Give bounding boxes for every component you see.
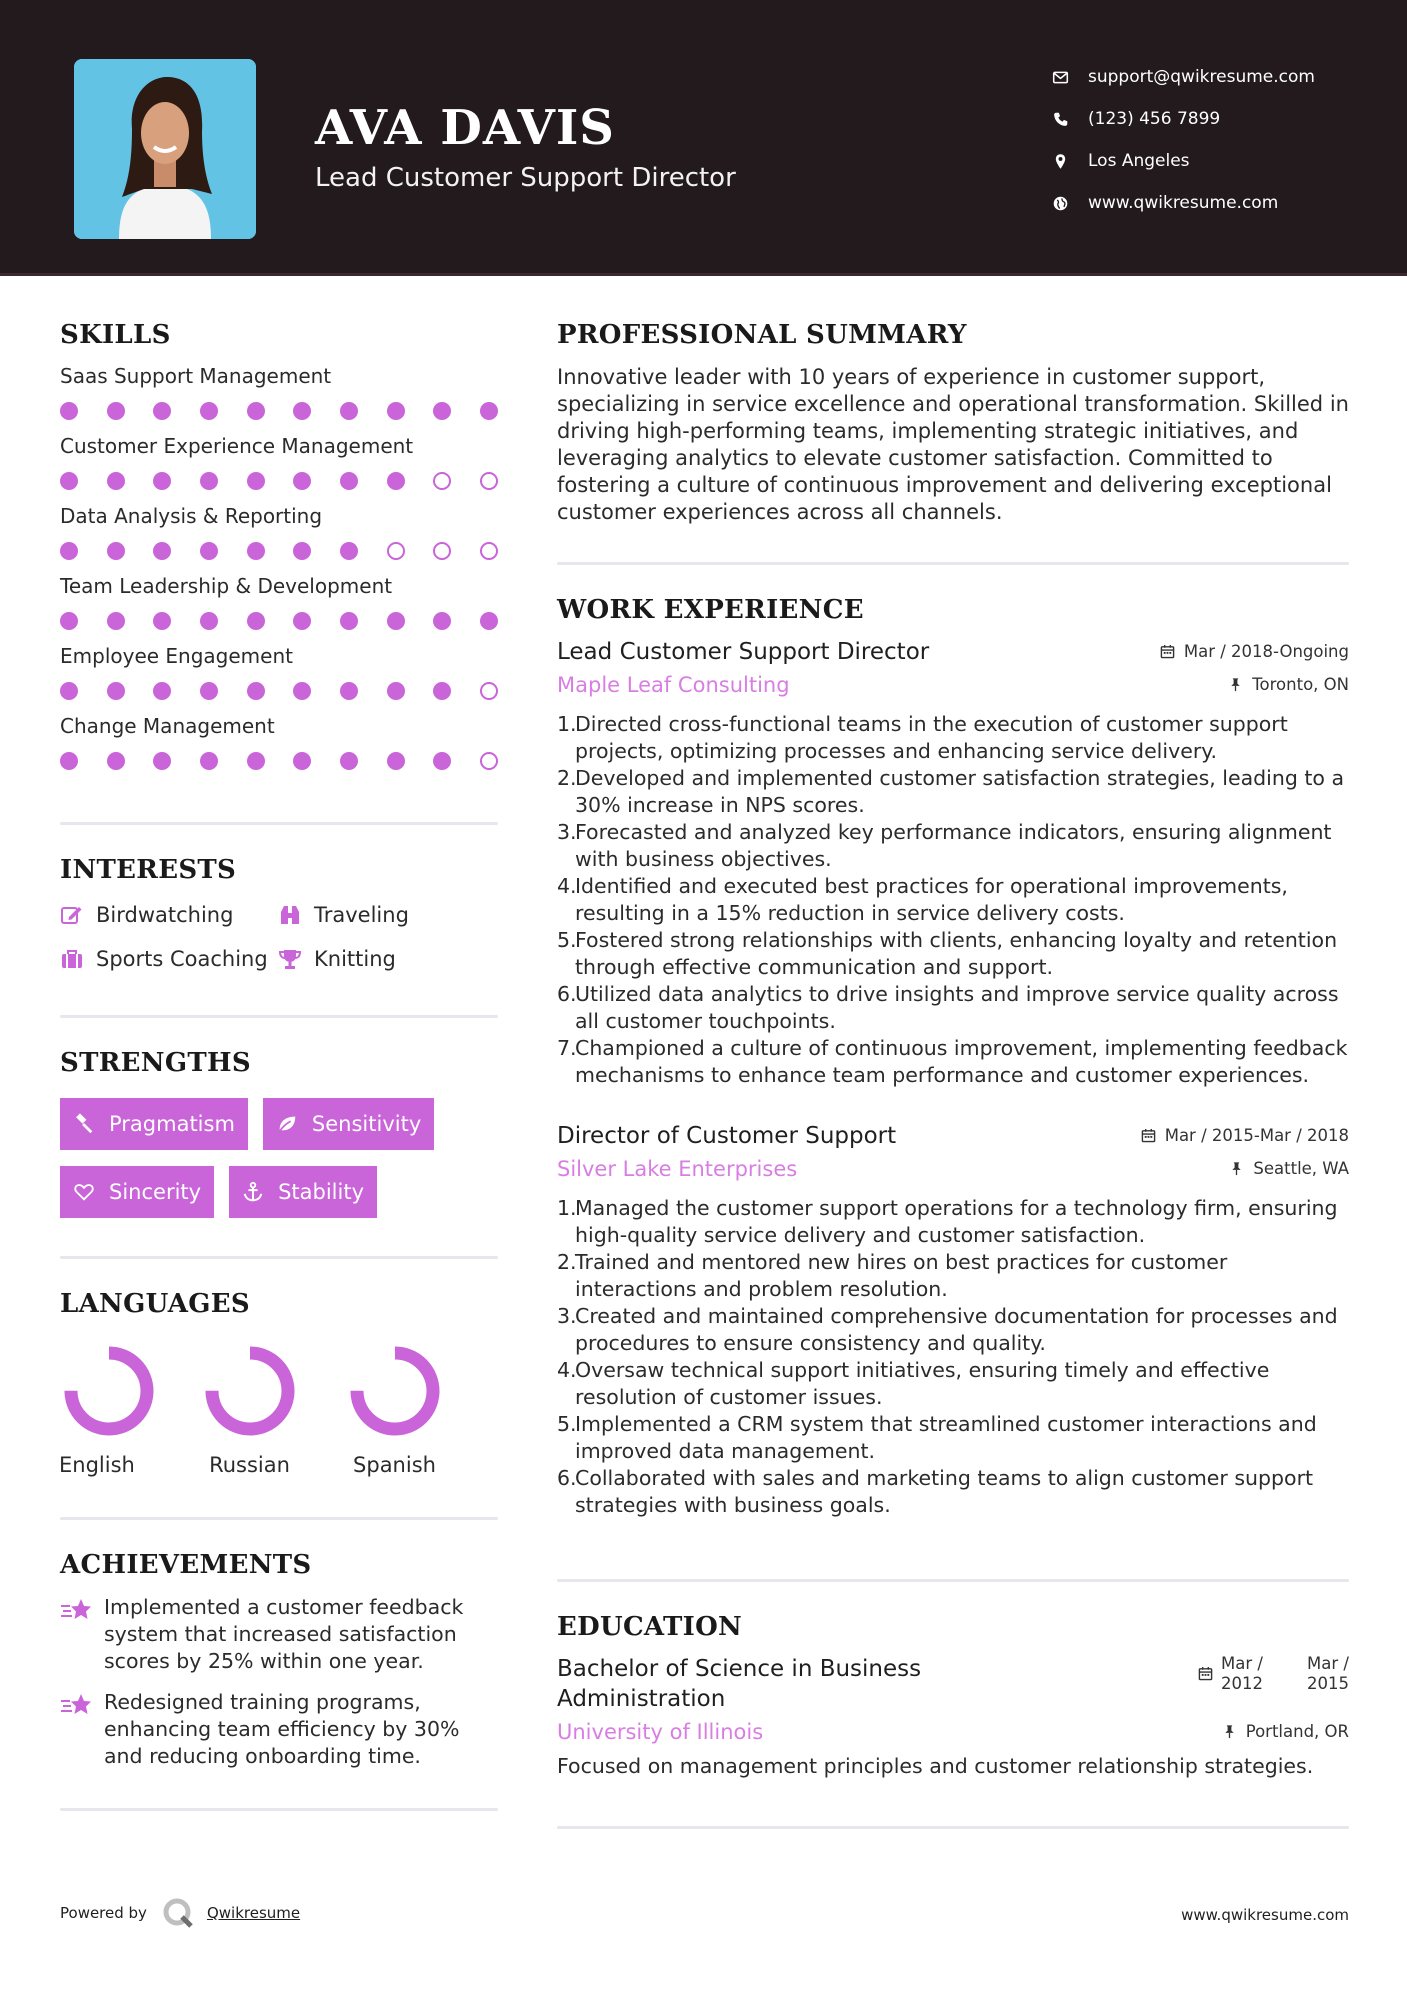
job-company: Silver Lake Enterprises [557, 1157, 798, 1181]
degree-line-1: Bachelor of Science in Business [557, 1656, 922, 1682]
bullet-number: 3. [557, 1304, 577, 1328]
interest-label: Traveling [314, 903, 409, 927]
rating-dot-filled [293, 682, 311, 700]
skill-item [60, 714, 498, 770]
section-divider [60, 1256, 498, 1259]
rating-dot-filled [200, 612, 218, 630]
bullet-number: 6. [557, 982, 577, 1006]
job-dates [1141, 1126, 1349, 1145]
bullet-number: 5. [557, 928, 577, 952]
footer-powered-by [60, 1896, 300, 1930]
language-level-arc [212, 1353, 288, 1429]
skill-rating [60, 612, 498, 630]
skill-rating [60, 472, 498, 490]
rating-dot-filled [107, 752, 125, 770]
languages-list [60, 1341, 498, 1477]
strengths-list [60, 1098, 498, 1218]
skill-item [60, 644, 498, 700]
bullet-number: 3. [557, 820, 577, 844]
interest-item [278, 947, 498, 971]
interest-label: Birdwatching [96, 903, 234, 927]
languages-heading: LANGUAGES [60, 1289, 250, 1319]
section-divider [60, 1517, 498, 1520]
candidate-name: AVA DAVIS [315, 100, 615, 156]
strength-label: Sincerity [109, 1180, 202, 1204]
achievement-text: Redesigned training programs, enhancing team efficiency by 30% and reducing onboarding time. [104, 1690, 460, 1768]
bullet-text: Utilized data analytics to drive insights and improve service quality across all customer touchpoints. [575, 982, 1339, 1033]
rating-dot-filled [293, 542, 311, 560]
globe-icon [1050, 193, 1070, 213]
calendar-icon [1160, 644, 1175, 659]
language-level-ring [59, 1341, 159, 1441]
briefcase-icon [60, 947, 86, 971]
language-name: Spanish [353, 1453, 436, 1477]
skill-item [60, 364, 498, 420]
calendar-icon [1198, 1666, 1213, 1681]
interest-item [278, 903, 498, 927]
job-title-row [557, 1123, 1349, 1149]
job-bullet [557, 711, 1349, 765]
leaf-icon [276, 1112, 300, 1136]
bullet-text: Created and maintained comprehensive documentation for processes and procedures to ensure consistency and quality. [575, 1304, 1338, 1355]
shooting-star-icon [60, 1596, 94, 1626]
rating-dot-filled [60, 612, 78, 630]
achievements-list [60, 1594, 498, 1770]
job-bullet [557, 1303, 1349, 1357]
section-divider [557, 1826, 1349, 1829]
section-divider [557, 562, 1349, 565]
rating-dot-filled [293, 752, 311, 770]
rating-dot-filled [247, 682, 265, 700]
rating-dot-filled [107, 682, 125, 700]
job-bullet [557, 1195, 1349, 1249]
rating-dot-empty [480, 472, 498, 490]
job-company-row [557, 673, 1349, 697]
rating-dot-filled [200, 472, 218, 490]
job-location [1229, 1159, 1349, 1178]
contact-phone-text: (123) 456 7899 [1088, 109, 1221, 129]
rating-dot-filled [433, 612, 451, 630]
bullet-number: 1. [557, 712, 577, 736]
pushpin-icon [1228, 677, 1243, 692]
rating-dot-filled [107, 402, 125, 420]
phone-icon [1050, 109, 1070, 129]
language-level-ring [200, 1341, 300, 1441]
interests-heading: INTERESTS [60, 855, 237, 885]
job-entry [557, 639, 1349, 1089]
rating-dot-filled [387, 612, 405, 630]
rating-dot-filled [293, 472, 311, 490]
rating-dot-filled [340, 402, 358, 420]
interest-item [60, 903, 278, 927]
rating-dot-filled [480, 402, 498, 420]
achievement-item [60, 1689, 498, 1770]
rating-dot-filled [340, 682, 358, 700]
rating-dot-filled [200, 542, 218, 560]
bullet-number: 1. [557, 1196, 577, 1220]
strength-tag [60, 1166, 214, 1218]
skill-name: Data Analysis & Reporting [60, 504, 323, 528]
rating-dot-filled [153, 752, 171, 770]
rating-dot-filled [60, 682, 78, 700]
bullet-text: Forecasted and analyzed key performance indicators, ensuring alignment with business objectives. [575, 820, 1332, 871]
strength-label: Stability [278, 1180, 365, 1204]
bullet-number: 2. [557, 1250, 577, 1274]
interest-label: Knitting [314, 947, 396, 971]
summary-text: Innovative leader with 10 years of experience in customer support, specializing in service excellence and operational transformation. Skilled in driving high-performing teams, implementing strategic initiatives, and leveraging analytics to elevate customer satisfaction. Committed to fostering a culture of continuous improvement and delivering exceptional customer experiences across all channels. [557, 365, 1349, 524]
contact-list [1050, 56, 1390, 224]
rating-dot-filled [153, 402, 171, 420]
rating-dot-filled [387, 402, 405, 420]
bullet-number: 7. [557, 1036, 577, 1060]
skill-item [60, 434, 498, 490]
footer-url[interactable]: www.qwikresume.com [1181, 1906, 1349, 1924]
rating-dot-filled [340, 752, 358, 770]
rating-dot-filled [247, 542, 265, 560]
pushpin-icon [1222, 1724, 1237, 1739]
language-name: Russian [209, 1453, 290, 1477]
education-degree [557, 1654, 921, 1714]
job-bullet [557, 765, 1349, 819]
rating-dot-filled [153, 612, 171, 630]
skill-rating [60, 542, 498, 560]
job-bullet [557, 1465, 1349, 1519]
job-title: Director of Customer Support [557, 1123, 897, 1149]
skill-name: Saas Support Management [60, 364, 332, 388]
rating-dot-empty [480, 752, 498, 770]
section-divider [60, 1015, 498, 1018]
education-start-year: 2012 [1221, 1674, 1263, 1693]
profile-photo [74, 59, 256, 239]
strength-label: Sensitivity [311, 1112, 422, 1136]
job-dates [1160, 642, 1349, 661]
job-bullet [557, 1411, 1349, 1465]
contact-location [1050, 140, 1390, 182]
job-dates-text: Mar / 2018-Ongoing [1183, 642, 1349, 661]
job-title-row [557, 639, 1349, 665]
right-column [557, 320, 1349, 1829]
section-divider [557, 1579, 1349, 1582]
rating-dot-filled [387, 472, 405, 490]
job-bullet [557, 1357, 1349, 1411]
interests-list [60, 903, 498, 971]
rating-dot-filled [153, 542, 171, 560]
section-divider [60, 822, 498, 825]
strength-tag [60, 1098, 248, 1150]
job-entry [557, 1123, 1349, 1519]
education-entry [557, 1654, 1349, 1714]
bullet-number: 5. [557, 1412, 577, 1436]
education-start [1221, 1654, 1263, 1694]
skills-list [60, 364, 498, 770]
rating-dot-filled [107, 472, 125, 490]
language-level-ring [345, 1341, 445, 1441]
achievement-item [60, 1594, 498, 1675]
language-level-arc [357, 1353, 433, 1429]
strength-tag [263, 1098, 434, 1150]
rating-dot-filled [107, 542, 125, 560]
language-item [59, 1341, 177, 1477]
interest-item [60, 947, 278, 971]
experience-heading: WORK EXPERIENCE [557, 595, 864, 625]
rating-dot-filled [247, 752, 265, 770]
job-bullets [557, 1195, 1349, 1519]
skill-name: Change Management [60, 714, 275, 738]
powered-by-label: Powered by [60, 1904, 147, 1922]
qwikresume-logo-icon [161, 1896, 195, 1930]
education-end [1307, 1654, 1349, 1694]
education-location-text: Portland, OR [1245, 1722, 1349, 1741]
job-company: Maple Leaf Consulting [557, 673, 790, 697]
job-bullet [557, 1035, 1349, 1089]
heart-icon [73, 1180, 97, 1204]
bullet-text: Oversaw technical support initiatives, ensuring timely and effective resolution of customer issues. [575, 1358, 1270, 1409]
brand-link[interactable]: Qwikresume [206, 1904, 301, 1922]
summary-heading: PROFESSIONAL SUMMARY [557, 320, 967, 350]
degree-line-2: Administration [557, 1686, 726, 1712]
shooting-star-icon [60, 1691, 94, 1721]
bullet-text: Fostered strong relationships with clients, enhancing loyalty and retention through effective communication and support. [575, 928, 1338, 979]
job-bullets [557, 711, 1349, 1089]
rating-dot-filled [480, 612, 498, 630]
anchor-icon [242, 1180, 266, 1204]
bullet-number: 4. [557, 874, 577, 898]
rating-dot-filled [340, 472, 358, 490]
rating-dot-filled [433, 752, 451, 770]
bullet-number: 2. [557, 766, 577, 790]
rating-dot-empty [433, 472, 451, 490]
trophy-icon [278, 947, 304, 971]
bullet-text: Championed a culture of continuous improvement, implementing feedback mechanisms to enhance team performance and customer experiences. [575, 1036, 1348, 1087]
education-school-row [557, 1720, 1349, 1744]
job-bullet [557, 819, 1349, 873]
rating-dot-filled [200, 402, 218, 420]
contact-email-text: support@qwikresume.com [1088, 67, 1315, 87]
rating-dot-filled [433, 402, 451, 420]
skills-heading: SKILLS [60, 320, 171, 350]
contact-location-text: Los Angeles [1088, 151, 1190, 171]
language-item [322, 1341, 467, 1477]
job-location-text: Toronto, ON [1252, 675, 1349, 694]
skill-rating [60, 682, 498, 700]
education-school: University of Illinois [557, 1720, 764, 1744]
rating-dot-empty [480, 542, 498, 560]
rating-dot-filled [153, 682, 171, 700]
job-dates-text: Mar / 2015-Mar / 2018 [1164, 1126, 1349, 1145]
interest-label: Sports Coaching [96, 947, 268, 971]
language-name: English [59, 1453, 135, 1477]
skill-item [60, 504, 498, 560]
strength-label: Pragmatism [109, 1112, 235, 1136]
rating-dot-filled [153, 472, 171, 490]
contact-website-text: www.qwikresume.com [1088, 193, 1279, 213]
language-item [177, 1341, 322, 1477]
bullet-number: 6. [557, 1466, 577, 1490]
job-location [1228, 675, 1349, 694]
map-pin-icon [1050, 151, 1070, 171]
education-heading: EDUCATION [557, 1612, 743, 1642]
section-divider [60, 1808, 498, 1811]
rating-dot-empty [433, 542, 451, 560]
bullet-text: Managed the customer support operations for a technology firm, ensuring high-quality service delivery and customer satisfaction. [575, 1196, 1338, 1247]
achievements-heading: ACHIEVEMENTS [60, 1550, 312, 1580]
skill-rating [60, 752, 498, 770]
binoculars-icon [278, 903, 304, 927]
contact-email[interactable] [1050, 56, 1390, 98]
skill-item [60, 574, 498, 630]
bullet-text: Collaborated with sales and marketing teams to align customer support strategies with business goals. [575, 1466, 1314, 1517]
rating-dot-filled [340, 612, 358, 630]
bullet-number: 4. [557, 1358, 577, 1382]
rating-dot-filled [433, 682, 451, 700]
bullet-text: Directed cross-functional teams in the execution of customer support projects, optimizing processes and enhancing service delivery. [575, 712, 1288, 763]
rating-dot-filled [60, 542, 78, 560]
rating-dot-filled [200, 752, 218, 770]
rating-dot-filled [60, 472, 78, 490]
rating-dot-filled [60, 402, 78, 420]
job-bullet [557, 873, 1349, 927]
rating-dot-filled [340, 542, 358, 560]
rating-dot-filled [60, 752, 78, 770]
job-location-text: Seattle, WA [1253, 1159, 1349, 1178]
rating-dot-filled [247, 472, 265, 490]
rating-dot-filled [387, 752, 405, 770]
contact-phone[interactable] [1050, 98, 1390, 140]
education-location [1222, 1722, 1349, 1741]
education-start-month: Mar / [1221, 1654, 1263, 1673]
bullet-text: Identified and executed best practices for operational improvements, resulting in a 15% reduction in service delivery costs. [575, 874, 1288, 925]
bullet-text: Trained and mentored new hires on best practices for customer interactions and problem resolution. [575, 1250, 1228, 1301]
skill-name: Team Leadership & Development [60, 574, 393, 598]
skill-name: Customer Experience Management [60, 434, 414, 458]
job-title: Lead Customer Support Director [557, 639, 930, 665]
rating-dot-filled [107, 612, 125, 630]
contact-website[interactable] [1050, 182, 1390, 224]
rating-dot-filled [247, 612, 265, 630]
education-end-year: 2015 [1307, 1674, 1349, 1693]
education-dates [1198, 1654, 1349, 1714]
education-end-month: Mar / [1307, 1654, 1349, 1673]
language-level-arc [71, 1353, 147, 1429]
bullet-text: Implemented a CRM system that streamlined customer interactions and improved data management. [575, 1412, 1317, 1463]
skill-name: Employee Engagement [60, 644, 293, 668]
jobs-list [557, 639, 1349, 1519]
resume-header [0, 0, 1407, 276]
skill-rating [60, 402, 498, 420]
achievement-text: Implemented a customer feedback system that increased satisfaction scores by 25% within one year. [104, 1595, 464, 1673]
rating-dot-filled [293, 402, 311, 420]
envelope-icon [1050, 67, 1070, 87]
calendar-icon [1141, 1128, 1156, 1143]
job-company-row [557, 1157, 1349, 1181]
strength-tag [229, 1166, 377, 1218]
rating-dot-filled [293, 612, 311, 630]
rating-dot-filled [247, 402, 265, 420]
job-bullet [557, 981, 1349, 1035]
gavel-icon [73, 1112, 97, 1136]
education-description: Focused on management principles and customer relationship strategies. [557, 1754, 1314, 1778]
job-bullet [557, 1249, 1349, 1303]
rating-dot-empty [387, 542, 405, 560]
bullet-text: Developed and implemented customer satisfaction strategies, leading to a 30% increase in NPS scores. [575, 766, 1345, 817]
left-column [60, 320, 498, 1811]
candidate-title: Lead Customer Support Director [315, 163, 736, 193]
strengths-heading: STRENGTHS [60, 1048, 251, 1078]
rating-dot-empty [480, 682, 498, 700]
edit-icon [60, 903, 86, 927]
rating-dot-filled [200, 682, 218, 700]
pushpin-icon [1229, 1161, 1244, 1176]
rating-dot-filled [387, 682, 405, 700]
job-bullet [557, 927, 1349, 981]
